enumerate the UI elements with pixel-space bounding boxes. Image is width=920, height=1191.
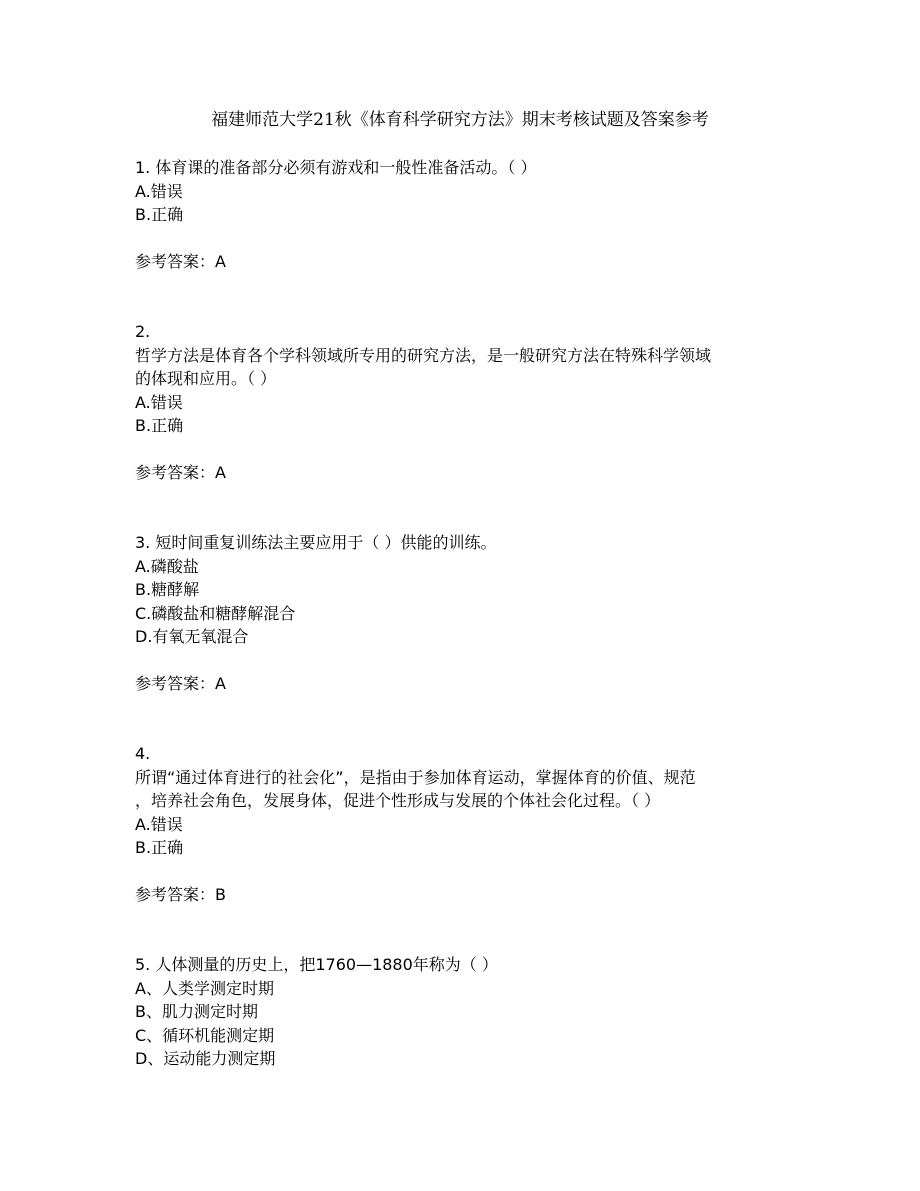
option-a: A.磷酸盐 (135, 556, 199, 576)
question-text-line: ，培养社会角色，发展身体，促进个性形成与发展的个体社会化过程。（ ） (135, 791, 661, 810)
option-b: B、肌力测定时期 (135, 1002, 258, 1021)
option-c: C、循环机能测定期 (135, 1025, 275, 1045)
options-list (135, 391, 795, 438)
option-c: C.磷酸盐和糖酵解混合 (135, 603, 296, 623)
options-list (135, 180, 795, 227)
question-text-line: 1. 体育课的准备部分必须有游戏和一般性准备活动。（ ） (135, 158, 537, 177)
question-number: 2. (135, 322, 151, 341)
options-list (135, 555, 795, 649)
question-text-line: 3. 短时间重复训练法主要应用于（ ）供能的训练。 (135, 533, 497, 552)
spacer (135, 484, 795, 531)
question-3 (135, 531, 795, 742)
option-b: B.正确 (135, 205, 184, 224)
options-list (135, 813, 795, 860)
question-text-line: 所谓“通过体育进行的社会化”，是指由于参加体育运动，掌握体育的价值、规范 (135, 767, 696, 787)
question-5 (135, 953, 795, 1071)
question-1 (135, 156, 795, 320)
spacer (135, 906, 795, 953)
option-d: D、运动能力测定期 (135, 1049, 276, 1068)
option-b: B.正确 (135, 416, 184, 435)
answer-reference: 参考答案：A (135, 462, 226, 482)
option-d: D.有氧无氧混合 (135, 627, 249, 646)
option-a: A.错误 (135, 814, 183, 834)
option-a: A.错误 (135, 392, 183, 412)
answer-reference: 参考答案：B (135, 884, 226, 904)
spacer (135, 273, 795, 320)
option-b: B.正确 (135, 838, 184, 857)
spacer (135, 695, 795, 742)
options-list (135, 977, 795, 1071)
questions-list (135, 156, 795, 1071)
question-2 (135, 320, 795, 531)
document-title: 福建师范大学21秋《体育科学研究方法》期末考核试题及答案参考 (211, 110, 709, 130)
question-text-line: 5. 人体测量的历史上，把1760—1880年称为（ ） (135, 955, 498, 974)
question-4 (135, 742, 795, 953)
option-a: A、人类学测定时期 (135, 978, 274, 998)
answer-reference: 参考答案：A (135, 251, 226, 271)
question-text-line: 的体现和应用。（ ） (135, 369, 277, 388)
option-b: B.糖酵解 (135, 580, 200, 599)
question-text-line: 哲学方法是体育各个学科领域所专用的研究方法，是一般研究方法在特殊科学领域 (135, 345, 712, 365)
option-a: A.错误 (135, 181, 183, 201)
question-number: 4. (135, 744, 151, 763)
answer-reference: 参考答案：A (135, 673, 226, 693)
